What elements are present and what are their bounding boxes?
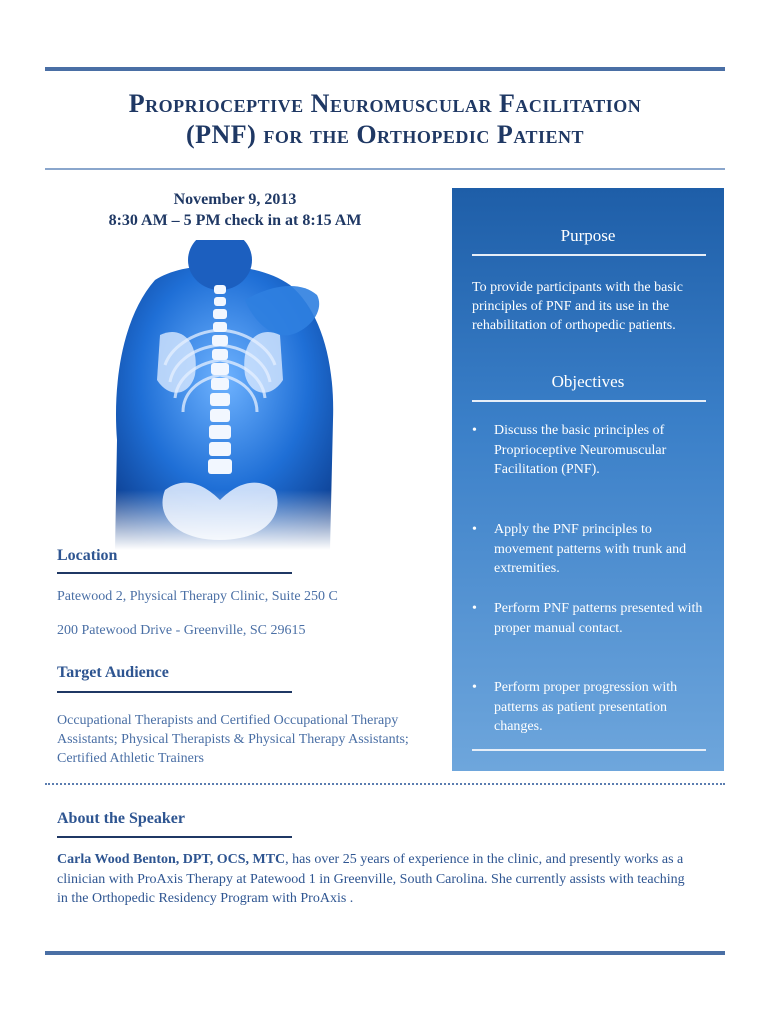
objective-text: Discuss the basic principles of Proprioceptive Neuromuscular Facilitation (PNF). xyxy=(494,423,667,477)
location-line-1: Patewood 2, Physical Therapy Clinic, Suite 250 C xyxy=(57,589,338,604)
info-panel xyxy=(452,188,724,771)
top-rule xyxy=(45,67,725,71)
title-line-1: Proprioceptive Neuromuscular Facilitation xyxy=(128,89,642,118)
audience-underline xyxy=(57,691,292,693)
bullet: • xyxy=(472,601,477,616)
purpose-text: To provide participants with the basic principles of PNF and its use in the rehabilitation of orthopedic patients. xyxy=(472,280,683,333)
speaker-bio xyxy=(57,850,687,909)
event-date: November 9, 2013 xyxy=(173,191,297,208)
bullet: • xyxy=(472,522,477,537)
speaker-bio-text: , has over 25 years of experience in the clinic, and presently works as a clinician with ProAxis Therapy at Patewood 1 in Greenville, South Carolina. She currently assists with teaching in the Orthopedic Residency Program with ProAxis . xyxy=(57,852,685,906)
objective-item xyxy=(472,678,708,737)
objectives-bottom-line xyxy=(472,749,706,751)
spine-skeleton-icon xyxy=(95,240,345,550)
title-rule xyxy=(45,168,725,170)
purpose-heading: Purpose xyxy=(560,226,616,245)
bottom-rule xyxy=(45,951,725,955)
purpose-underline xyxy=(472,254,706,256)
objectives-heading: Objectives xyxy=(551,372,625,391)
objective-text: Perform PNF patterns presented with proper manual contact. xyxy=(494,601,703,636)
speaker-underline xyxy=(57,836,292,838)
event-datetime xyxy=(45,189,425,231)
bullet: • xyxy=(472,423,477,438)
bullet: • xyxy=(472,680,477,695)
event-time: 8:30 AM – 5 PM check in at 8:15 AM xyxy=(108,212,362,229)
location-heading: Location xyxy=(57,547,118,564)
objective-text: Apply the PNF principles to movement patterns with trunk and extremities. xyxy=(494,522,687,576)
objective-item xyxy=(472,421,708,480)
speaker-heading: About the Speaker xyxy=(57,810,186,827)
audience-text: Occupational Therapists and Certified Occupational Therapy Assistants; Physical Therapists & Physical Therapy Assistants; Certified Athletic Trainers xyxy=(57,713,409,766)
speaker-name: Carla Wood Benton, DPT, OCS, MTC xyxy=(57,852,286,867)
objective-text: Perform proper progression with patterns as patient presentation changes. xyxy=(494,680,678,734)
section-divider xyxy=(45,783,725,785)
location-underline xyxy=(57,572,292,574)
page-title xyxy=(45,88,725,150)
location-line-2: 200 Patewood Drive - Greenville, SC 29615 xyxy=(57,623,306,638)
audience-heading: Target Audience xyxy=(57,664,169,681)
objectives-underline xyxy=(472,400,706,402)
objective-item xyxy=(472,520,708,579)
title-line-2: (PNF) for the Orthopedic Patient xyxy=(185,120,585,149)
objective-item xyxy=(472,599,708,638)
